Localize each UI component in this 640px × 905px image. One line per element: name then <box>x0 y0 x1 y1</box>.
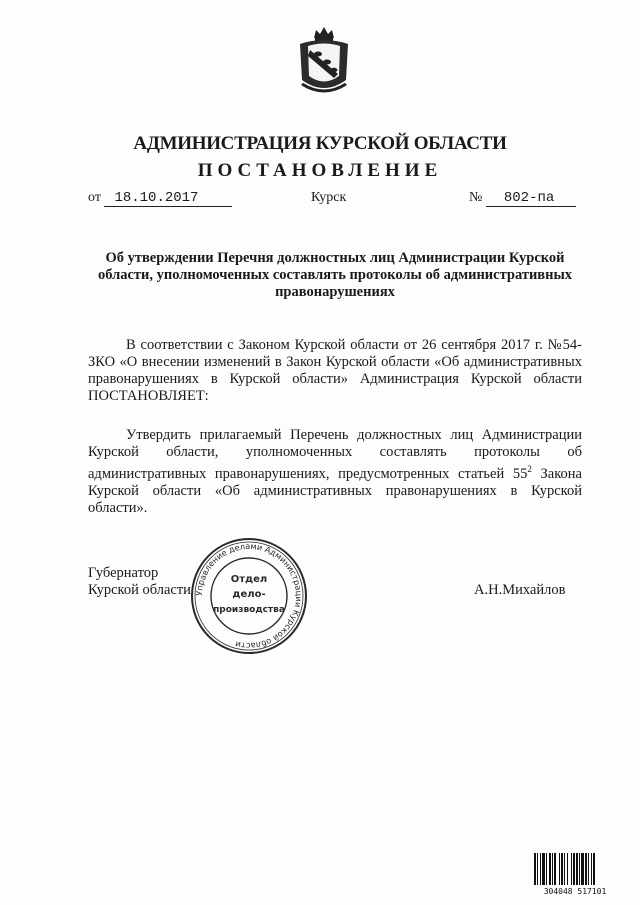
body-paragraph-1: В соответствии с Законом Курской области от 26 сентября 2017 г. №54-ЗКО «О внесении изменений в Закон Курской области «Об административных правонарушениях в Курской области» Администрация Курской области ПОСТАНОВЛЯЕТ: <box>88 337 582 404</box>
signatory-title-line-1: Губернатор <box>88 565 159 581</box>
barcode-bar <box>537 853 538 885</box>
barcode-bar <box>546 853 547 885</box>
barcode-bar <box>552 853 553 885</box>
signatory-name: А.Н.Михайлов <box>474 582 566 598</box>
barcode-bar <box>561 853 563 885</box>
document-number-field <box>469 190 576 207</box>
barcode-bar <box>564 853 565 885</box>
barcode-bar <box>593 853 595 885</box>
document-date-field <box>88 190 232 207</box>
paragraph-2-text: Утвердить прилагаемый Перечень должностных лиц Администрации Курской области, уполномоченных составлять протоколы об административных правонарушениях, предусмотренных статьей 55 <box>88 427 582 482</box>
barcode-bar <box>540 853 541 885</box>
barcode-bar <box>559 853 560 885</box>
document-city: Курск <box>311 190 347 205</box>
stamp-line-3: производства <box>213 605 285 615</box>
barcode-bar <box>554 853 556 885</box>
document-number: 802-па <box>486 191 576 207</box>
barcode-bar <box>567 853 568 885</box>
barcode-bar <box>588 853 589 885</box>
document-type-title: ПОСТАНОВЛЕНИЕ <box>197 160 443 181</box>
barcode-bar <box>534 853 536 885</box>
date-prefix: от <box>88 190 101 205</box>
organization-title: АДМИНИСТРАЦИЯ КУРСКОЙ ОБЛАСТИ <box>133 133 507 154</box>
paragraph-2-text-end: Закона Курской области «Об административных правонарушениях в Курской области». <box>88 465 582 516</box>
document-subject: Об утверждении Перечня должностных лиц Администрации Курской области, уполномоченных составлять протоколы об административных правонарушениях <box>97 250 573 300</box>
barcode-bar <box>579 853 580 885</box>
barcode-bar <box>571 853 572 885</box>
barcode-bar <box>576 853 578 885</box>
barcode <box>533 852 617 896</box>
stamp-line-2: дело- <box>232 589 266 600</box>
document-date: 18.10.2017 <box>104 191 232 207</box>
stamp-seal <box>189 536 309 656</box>
number-prefix: № <box>469 190 483 205</box>
barcode-bar <box>585 853 587 885</box>
barcode-bar <box>581 853 584 885</box>
signatory-title <box>88 565 191 599</box>
body-paragraph-2 <box>88 427 582 517</box>
stamp-ring-text: Управление делами Администрации Курской области <box>193 540 305 652</box>
barcode-bars <box>534 853 595 885</box>
stamp-line-1: Отдел <box>230 574 268 585</box>
barcode-bar <box>591 853 592 885</box>
barcode-bar <box>573 853 575 885</box>
barcode-number: 304048 517101 <box>543 887 607 896</box>
barcode-bar <box>549 853 551 885</box>
coat-of-arms-icon <box>294 24 354 96</box>
paragraph-2-superscript: 2 <box>527 464 532 474</box>
signatory-title-line-2: Курской области <box>88 582 191 598</box>
barcode-bar <box>542 853 545 885</box>
